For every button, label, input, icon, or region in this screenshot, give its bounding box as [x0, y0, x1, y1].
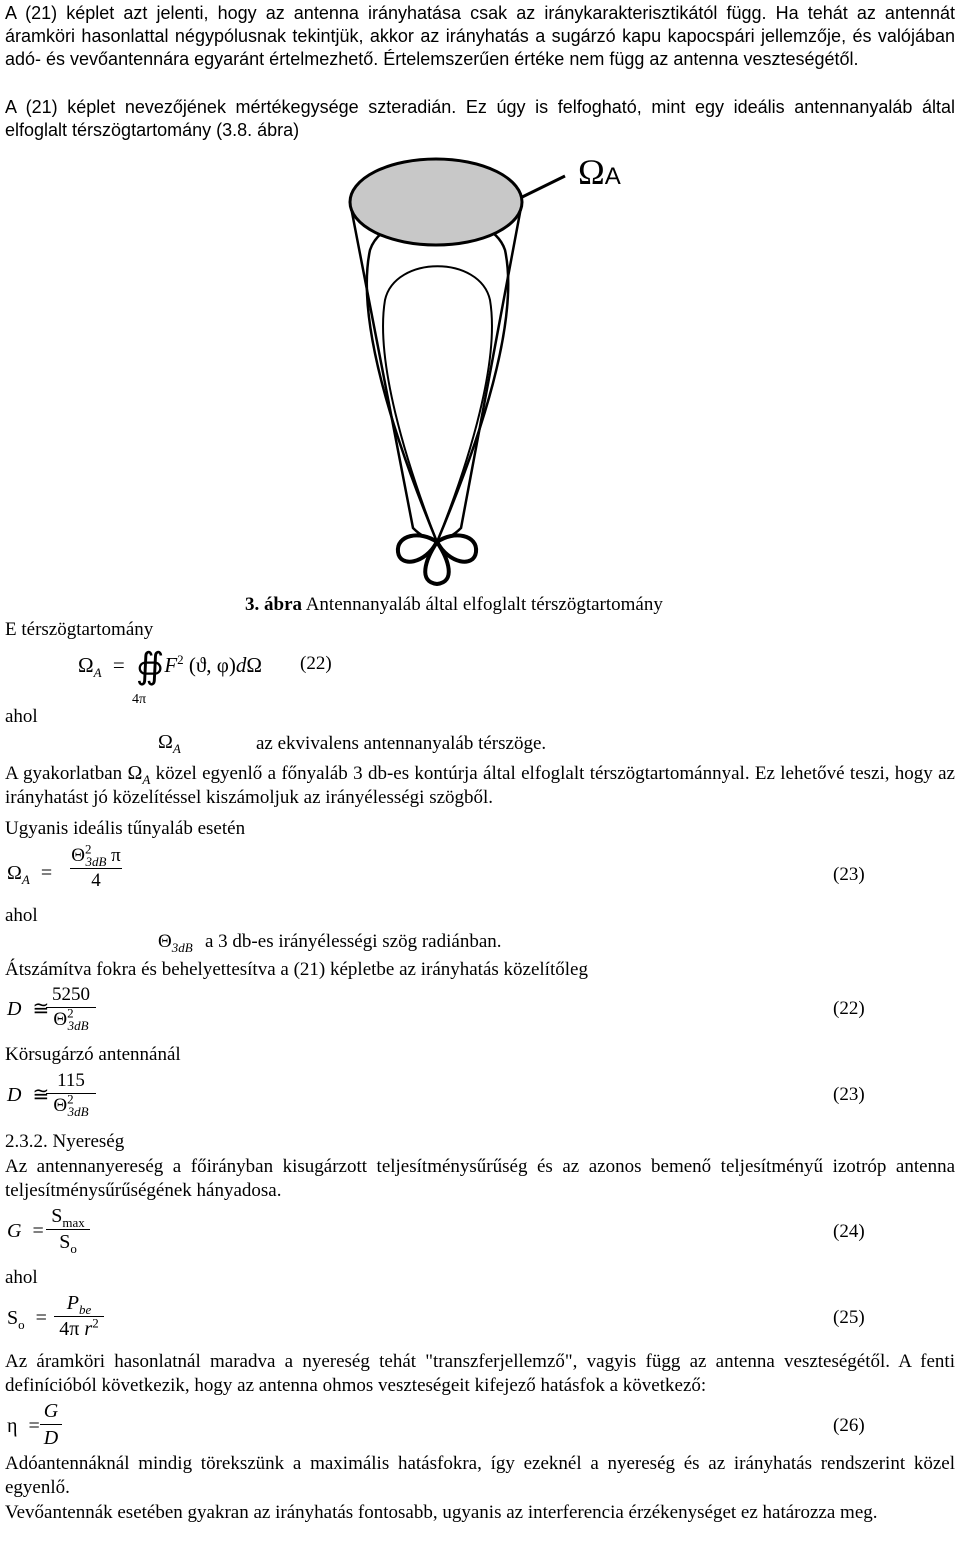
- beam-figure: [0, 140, 960, 600]
- paragraph-3: [5, 761, 955, 810]
- eq25-denominator: [54, 1316, 104, 1342]
- def2-theta-sub: 3dB: [171, 939, 193, 955]
- eq26-number: (26): [833, 1415, 865, 1436]
- eq23a-theta: Θ: [71, 845, 85, 866]
- eq25-fraction: [54, 1291, 104, 1342]
- eq25-lhs: S: [7, 1307, 19, 1329]
- eq24-den-sub: o: [70, 1241, 77, 1256]
- def1-ahol: ahol: [5, 706, 38, 727]
- figure-omega-symbol: Ω: [578, 152, 605, 192]
- eq23b-lhs-group: [7, 1083, 49, 1107]
- eq23b-approx: ≅: [32, 1084, 50, 1106]
- paragraph-7: Az áramköri hasonlatnál maradva a nyereség tehát "transzferjellemző", vagyis függ az antenna veszteségétől. A fenti definícióból következik, hogy az antenna ohmos veszteségeit kifejező hatásfok a következő:: [5, 1351, 955, 1396]
- intro-paragraph-2: A (21) képlet nevezőjének mértékegysége szteradián. Ez úgy is felfogható, mint egy ideális antennanyaláb által elfoglalt térszögtartomány (3.8. ábra): [5, 97, 955, 140]
- eq22a-integrand: F: [164, 653, 178, 677]
- eq23b-sup: 2: [67, 1091, 74, 1107]
- def1-text: az ekvivalens antennanyaláb térszöge.: [256, 733, 547, 754]
- def1-symbol: [158, 730, 181, 754]
- eq22a-omega: Ω: [246, 653, 263, 677]
- def2-ahol: ahol: [5, 905, 38, 926]
- eq23b-number: (23): [833, 1084, 865, 1105]
- figure-caption: [245, 593, 663, 617]
- eq23a-numerator: [70, 841, 122, 869]
- eq22a-lhs-sub: A: [93, 665, 102, 681]
- eq22b-sup: 2: [67, 1005, 74, 1021]
- paragraph-8: Adóantennáknál mindig törekszünk a maximális hatásfokra, így ezeknél a nyereség és az irányhatás rendszerint közel egyenlő.: [5, 1453, 955, 1498]
- eq22b-number: (22): [833, 998, 865, 1019]
- eq23b-numerator: 115: [57, 1070, 85, 1091]
- para3-before: A gyakorlatban: [5, 763, 128, 784]
- para3-after: közel egyenlő a főnyaláb 3 db-es kontúrja által elfoglalt térszögtartománnyal. Ez lehetővé teszi, hogy az irányhatást jó közelítéssel kiszámoljuk az irányélességi szögből.: [5, 763, 955, 808]
- eq25-num-symbol: P: [66, 1292, 79, 1314]
- eq24-equals: =: [32, 1220, 44, 1242]
- para3-omega-sub: A: [142, 771, 151, 787]
- def2-symbol: [158, 930, 193, 954]
- eq23a-number: (23): [833, 864, 865, 885]
- eq23a-lhs-sub: A: [21, 872, 30, 887]
- eq22a-number: (22): [300, 653, 332, 674]
- solid-angle-area: [350, 159, 522, 245]
- eq23a-sub: 3dB: [85, 853, 107, 869]
- paragraph-6: Az antennanyereség a főirányban kisugárzott teljesítménysűrűség és az azonos bemenő teljesítményű izotróp antenna teljesítménysűrűségének hányadosa.: [5, 1156, 955, 1201]
- para3-omega: Ω: [127, 762, 143, 784]
- eq24-den-symbol: S: [59, 1231, 71, 1253]
- eq22a-intro: E térszögtartomány: [5, 619, 154, 640]
- def1-omega: Ω: [158, 731, 173, 753]
- eq22b-numerator: 5250: [52, 984, 90, 1005]
- eq26-numerator: G: [43, 1400, 59, 1422]
- eq24-num-symbol: S: [51, 1205, 63, 1227]
- paragraph-9: Vevőantennák esetében gyakran az irányhatás fontosabb, ugyanis az interferencia érzékenységet ez határozza meg.: [5, 1502, 878, 1523]
- eq22b-theta: Θ: [53, 1009, 68, 1030]
- figure-caption-text: Antennanyaláb által elfoglalt térszögtartomány: [302, 594, 663, 615]
- equation-22a: [78, 646, 263, 686]
- eq26-denominator: D: [40, 1424, 62, 1451]
- eq26-lhs: η: [7, 1415, 18, 1437]
- figure-omega-sub: A: [604, 163, 621, 190]
- eq22b-fraction: [46, 983, 96, 1032]
- eq23a-pi: π: [111, 845, 121, 866]
- eq23b-lhs: D: [7, 1084, 22, 1106]
- eq24-denominator: [46, 1229, 90, 1255]
- eq25-den-sup: 2: [92, 1315, 99, 1331]
- def2-theta: Θ: [158, 931, 172, 952]
- eq24-num-sub: max: [62, 1215, 85, 1230]
- eq22a-equals: =: [112, 653, 125, 677]
- ahol-3: ahol: [5, 1267, 38, 1288]
- eq23b-denominator: [46, 1093, 96, 1118]
- eq26-fraction: [40, 1398, 62, 1451]
- eq23b-sub: 3dB: [67, 1103, 89, 1119]
- eq24-number: (24): [833, 1221, 865, 1242]
- eq25-den-r: r: [84, 1318, 93, 1340]
- beam-lobe-small: [383, 266, 492, 542]
- eq23a-denominator: 4: [70, 868, 122, 893]
- eq22a-diff: d: [235, 653, 247, 677]
- eq22b-approx: ≅: [32, 998, 50, 1020]
- eq25-numerator: [54, 1291, 104, 1316]
- eq25-lhs-group: [7, 1306, 47, 1330]
- eq25-number: (25): [833, 1307, 865, 1328]
- eq23a-lhs-group: [7, 861, 52, 885]
- eq22a-power: 2: [177, 652, 184, 667]
- eq23a-sup: 2: [84, 841, 92, 857]
- eq24-lhs: G: [7, 1220, 22, 1242]
- eq22b-lhs-group: [7, 997, 49, 1021]
- eq22a-domain: 4π: [132, 692, 147, 707]
- eq23a-fraction: [70, 841, 122, 893]
- figure-caption-number: 3. ábra: [245, 594, 302, 615]
- eq24-numerator: [46, 1204, 90, 1229]
- section-heading: 2.3.2. Nyereség: [5, 1131, 125, 1152]
- intro-paragraph-1: A (21) képlet azt jelenti, hogy az antenna irányhatása csak az iránykarakterisztikától függ. Ha tehát az antennát áramköri hasonlattal négypólusnak tekintjük, akkor az irányhatás a sugárzó kapu kapocspári jellemzője, és valójában adó- és vevőantennára egyaránt értelmezhető. Értelemszerűen értéke nem függ az antenna veszteségétől.: [5, 3, 955, 69]
- eq23b-theta: Θ: [53, 1095, 68, 1116]
- eq22b-sub: 3dB: [67, 1017, 89, 1033]
- eq23b-fraction: [46, 1069, 96, 1118]
- eq26-lhs-group: [7, 1414, 40, 1438]
- eq23a-lhs: Ω: [7, 862, 22, 884]
- paragraph-5: Körsugárzó antennánál: [5, 1044, 181, 1065]
- closed-double-integral-icon: ∯: [135, 646, 165, 686]
- eq25-den-4pi: 4π: [59, 1318, 80, 1340]
- eq22b-lhs: D: [7, 998, 22, 1020]
- eq26-equals: =: [28, 1415, 40, 1437]
- side-lobes: [398, 535, 476, 584]
- paragraph-4: Átszámítva fokra és behelyettesítva a (21) képletbe az irányhatás közelítőleg: [5, 959, 588, 980]
- eq25-equals: =: [35, 1307, 47, 1329]
- eq25-lhs-sub: o: [18, 1317, 25, 1332]
- eq22a-args: (ϑ, φ): [188, 653, 236, 677]
- eq24-lhs-group: [7, 1219, 44, 1243]
- def1-omega-sub: A: [172, 741, 181, 756]
- figure-omega-label: [578, 152, 621, 197]
- eq24-fraction: [46, 1204, 90, 1255]
- eq22a-lhs: Ω: [78, 653, 94, 677]
- eq22b-denominator: [46, 1007, 96, 1032]
- def2-text: a 3 db-es irányélességi szög radiánban.: [205, 931, 502, 952]
- para3-line3: Ugyanis ideális tűnyaláb esetén: [5, 818, 246, 839]
- eq23a-equals: =: [40, 862, 53, 884]
- eq25-num-sub: be: [78, 1302, 92, 1317]
